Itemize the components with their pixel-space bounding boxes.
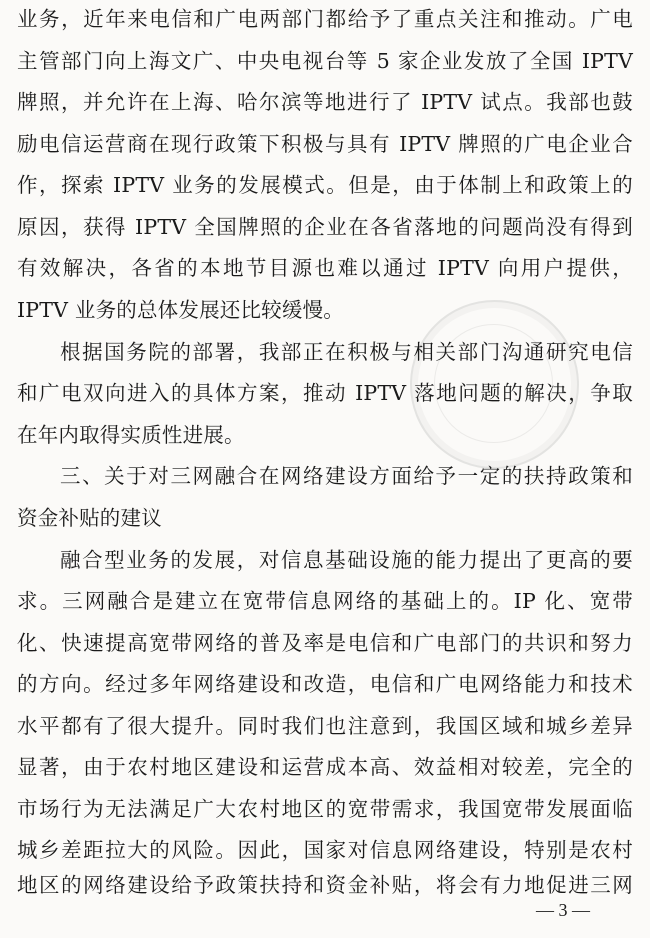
section-heading: 三、关于对三网融合在网络建设方面给予一定的扶持政策和 <box>60 464 633 488</box>
text-line: 励电信运营商在现行政策下积极与具有 IPTV 牌照的广电企业合 <box>17 132 633 156</box>
text-line: 的方向。经过多年网络建设和改造，电信和广电网络能力和技术 <box>17 672 633 696</box>
page-number: — 3 — <box>536 900 590 920</box>
text-line: 水平都有了很大提升。同时我们也注意到，我国区域和城乡差异 <box>17 714 633 738</box>
text-line: 融合型业务的发展，对信息基础设施的能力提出了更高的要 <box>60 548 633 572</box>
section-heading-cont: 资金补贴的建议 <box>17 506 162 530</box>
text-line: 在年内取得实质性进展。 <box>17 423 245 447</box>
text-line: 根据国务院的部署，我部正在积极与相关部门沟通研究电信 <box>60 340 633 364</box>
text-line: 化、快速提高宽带网络的普及率是电信和广电部门的共识和努力 <box>17 631 633 655</box>
text-line: 主管部门向上海文广、中央电视台等 5 家企业发放了全国 IPTV <box>17 49 633 73</box>
text-line: IPTV 业务的总体发展还比较缓慢。 <box>17 298 344 322</box>
text-line: 地区的网络建设给予政策扶持和资金补贴，将会有力地促进三网 <box>17 873 633 897</box>
text-line: 业务，近年来电信和广电两部门都给予了重点关注和推动。广电 <box>17 7 633 31</box>
text-line: 牌照，并允许在上海、哈尔滨等地进行了 IPTV 试点。我部也鼓 <box>17 90 633 114</box>
text-line: 原因，获得 IPTV 全国牌照的企业在各省落地的问题尚没有得到 <box>17 215 633 239</box>
text-line: 和广电双向进入的具体方案，推动 IPTV 落地问题的解决，争取 <box>17 381 633 405</box>
text-line: 显著，由于农村地区建设和运营成本高、效益相对较差，完全的 <box>17 755 633 779</box>
text-line: 求。三网融合是建立在宽带信息网络的基础上的。IP 化、宽带 <box>17 589 633 613</box>
text-line: 作，探索 IPTV 业务的发展模式。但是，由于体制上和政策上的 <box>17 173 633 197</box>
text-line: 城乡差距拉大的风险。因此，国家对信息网络建设，特别是农村 <box>17 838 633 862</box>
text-line: 市场行为无法满足广大农村地区的宽带需求，我国宽带发展面临 <box>17 797 633 821</box>
text-line: 有效解决，各省的本地节目源也难以通过 IPTV 向用户提供， <box>17 256 633 280</box>
